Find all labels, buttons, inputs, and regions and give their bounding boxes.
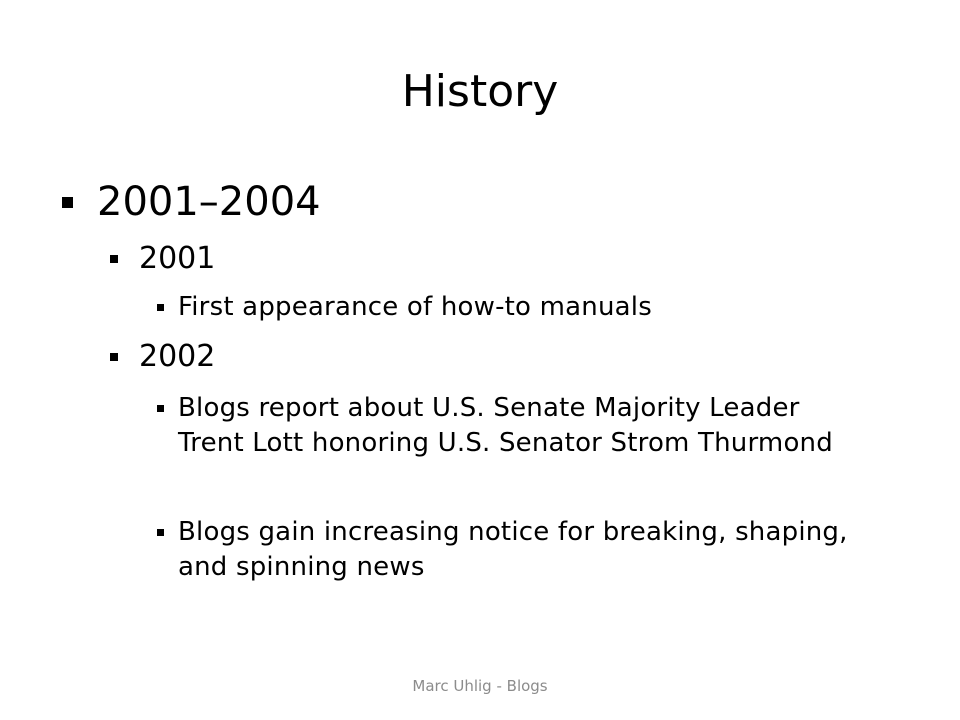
bullet-2001-item-1-text: First appearance of how-to manuals <box>178 292 652 322</box>
bullet-year-2001-label: 2001 <box>139 241 216 276</box>
bullet-2002-item-2 <box>157 515 857 585</box>
slide-footer: Marc Uhlig - Blogs <box>412 677 548 695</box>
square-bullet-icon <box>110 353 118 361</box>
bullet-2002-item-2-text: Blogs gain increasing notice for breaking, shaping, and spinning news <box>178 517 848 582</box>
bullet-2002-item-1-text: Blogs report about U.S. Senate Majority Leader Trent Lott honoring U.S. Senator Strom Thurmond <box>178 393 833 458</box>
bullet-year-2001 <box>110 240 215 278</box>
bullet-year-2002 <box>110 338 215 376</box>
square-bullet-icon <box>110 255 118 263</box>
bullet-period <box>62 178 321 226</box>
square-bullet-icon <box>62 197 73 208</box>
square-bullet-icon <box>157 529 164 536</box>
square-bullet-icon <box>157 405 164 412</box>
bullet-year-2002-label: 2002 <box>139 339 216 374</box>
slide-title: History <box>401 66 559 117</box>
bullet-period-label: 2001–2004 <box>97 179 321 225</box>
square-bullet-icon <box>157 304 164 311</box>
bullet-2002-item-1 <box>157 391 847 461</box>
bullet-2001-item-1 <box>157 290 857 325</box>
